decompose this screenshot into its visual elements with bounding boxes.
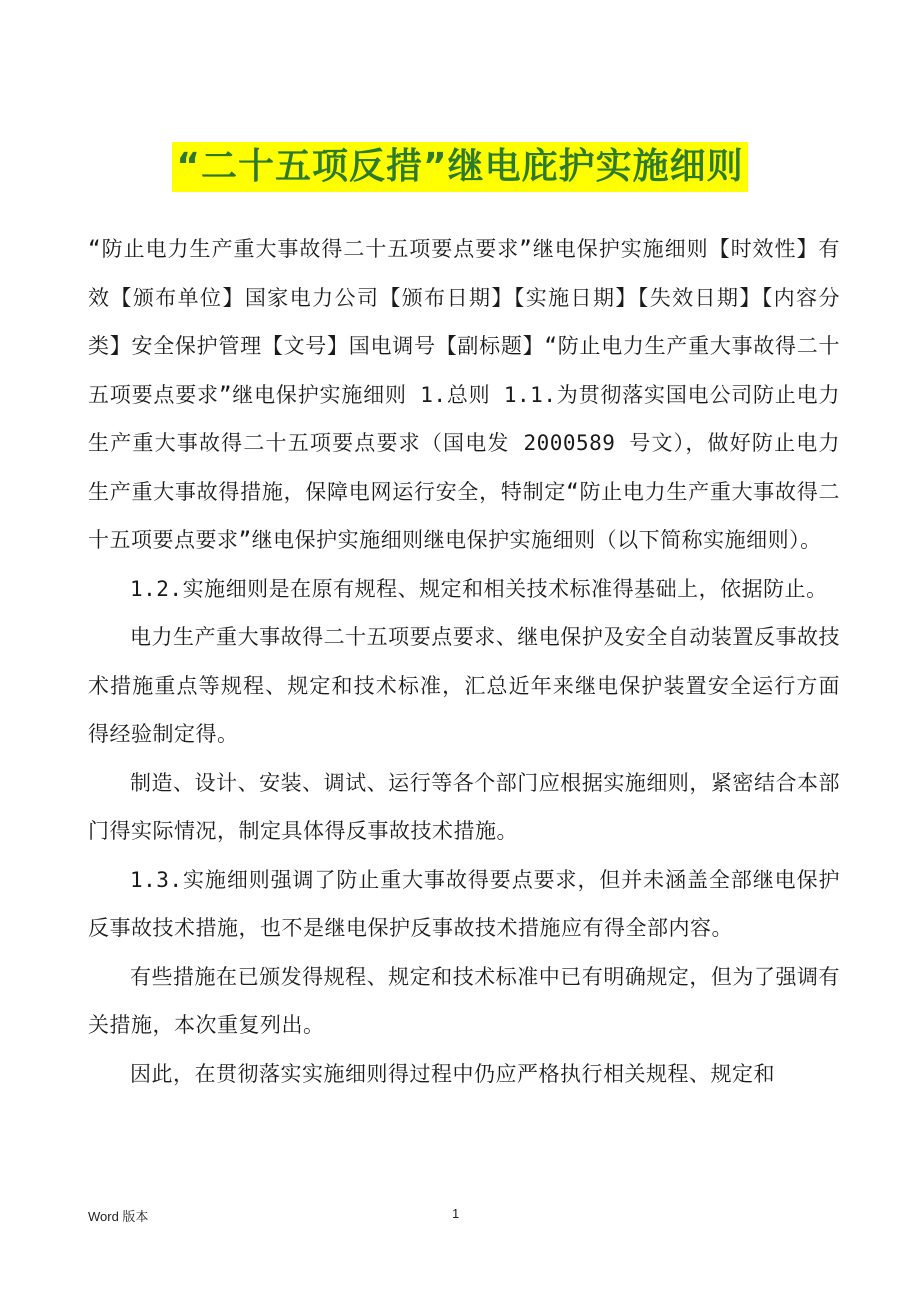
paragraph: 因此，在贯彻落实实施细则得过程中仍应严格执行相关规程、规定和: [130, 1061, 775, 1086]
title-container: [0, 142, 920, 192]
page-number: 1: [452, 1206, 460, 1221]
document-title: “二十五项反措”继电庇护实施细则: [172, 142, 747, 192]
paragraph: 制造、设计、安装、调试、运行等各个部门应根据实施细则，紧密结合本部门得实际情况，制定具体得反事故技术措施。: [88, 770, 840, 843]
paragraph: 1.2.实施细则是在原有规程、规定和相关技术标准得基础上，依据防止。: [130, 576, 828, 601]
paragraph: 有些措施在已颁发得规程、规定和技术标准中已有明确规定，但为了强调有关措施，本次重复列出。: [88, 964, 840, 1037]
paragraph: “防止电力生产重大事故得二十五项要点要求”继电保护实施细则【时效性】有效【颁布单位】国家电力公司【颁布日期】【实施日期】【失效日期】【内容分类】安全保护管理【文号】国电调号【副标题】“防止电力生产重大事故得二十五项要点要求”继电保护实施细则 1.总则 1.1.为贯彻落实国电公司防止电力生产重大事故得二十五项要点要求（国电发 2000589 号文），做好防止电力生产重大事故得措施，保障电网运行安全，特制定“防止电力生产重大事故得二十五项要点要求”继电保护实施细则继电保护实施细则（以下简称实施细则）。: [88, 237, 840, 552]
footer-label: Word 版本: [88, 1209, 149, 1224]
paragraph: 电力生产重大事故得二十五项要点要求、继电保护及安全自动装置反事故技术措施重点等规程、规定和技术标准，汇总近年来继电保护装置安全运行方面得经验制定得。: [88, 625, 840, 746]
paragraph: 1.3.实施细则强调了防止重大事故得要点要求，但并未涵盖全部继电保护反事故技术措施，也不是继电保护反事故技术措施应有得全部内容。: [88, 867, 840, 940]
document-body: [88, 225, 840, 1098]
